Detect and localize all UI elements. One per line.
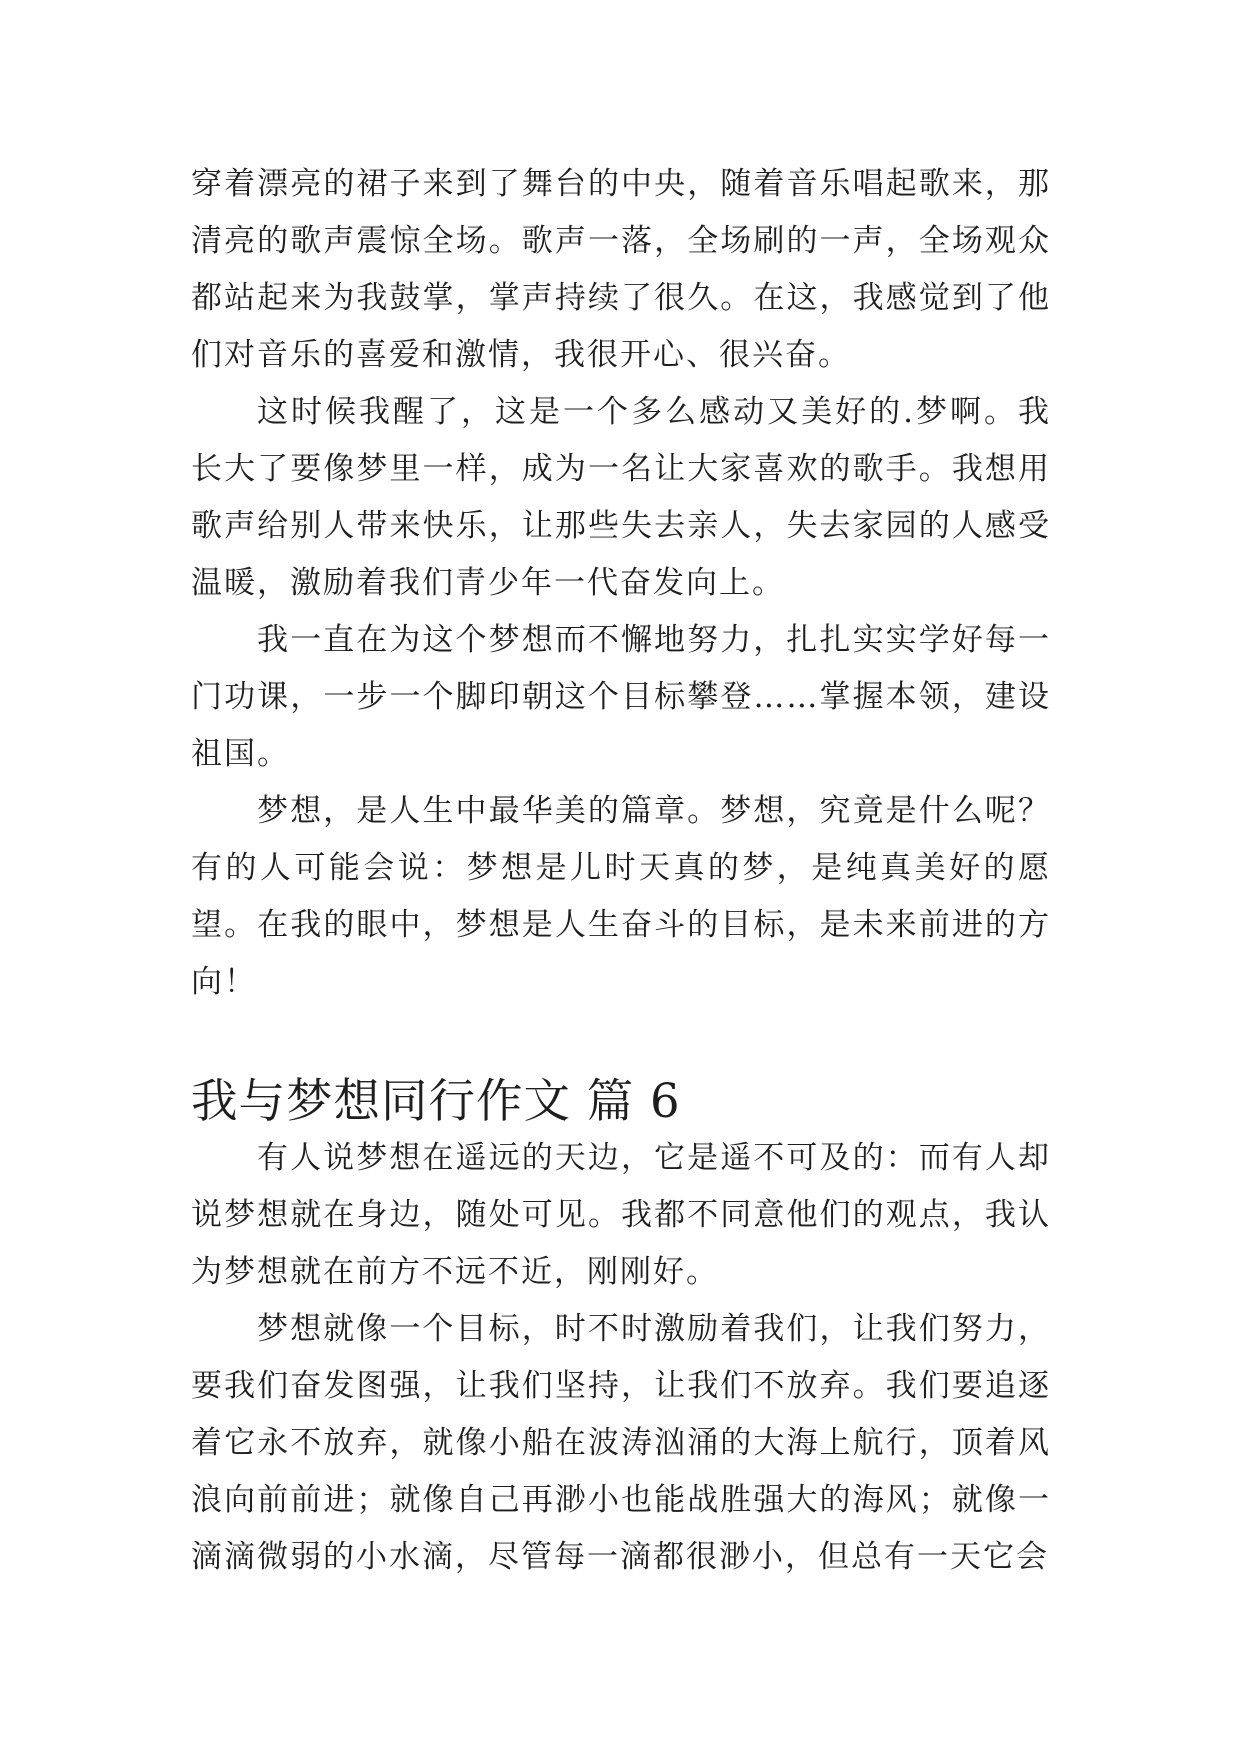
section-spacer xyxy=(191,1011,1051,1073)
essay-a-paragraph-2: 这时候我醒了，这是一个多么感动又美好的.梦啊。我长大了要像梦里一样，成为一名让大家喜欢的歌手。我想用歌声给别人带来快乐，让那些失去亲人，失去家园的人感受温暖，激励着我们青少年一代奋发向上。 xyxy=(191,394,1051,601)
essay-a-paragraph-1: 穿着漂亮的裙子来到了舞台的中央，随着音乐唱起歌来，那清亮的歌声震惊全场。歌声一落，全场刷的一声，全场观众都站起来为我鼓掌，掌声持续了很久。在这，我感觉到了他们对音乐的喜爱和激情，我很开心、很兴奋。 xyxy=(191,166,1051,373)
essay-b-title: 我与梦想同行作文 篇 6 xyxy=(191,1074,681,1128)
essay-text-column xyxy=(191,156,1051,1586)
essay-a-paragraph-4: 梦想，是人生中最华美的篇章。梦想，究竟是什么呢？有的人可能会说：梦想是儿时天真的梦，是纯真美好的愿望。在我的眼中，梦想是人生奋斗的目标，是未来前进的方向！ xyxy=(191,793,1051,1000)
essay-b-paragraph-2: 梦想就像一个目标，时不时激励着我们，让我们努力，要我们奋发图强，让我们坚持，让我们不放弃。我们要追逐着它永不放弃，就像小船在波涛汹涌的大海上航行，顶着风浪向前前进；就像自己再渺小也能战胜强大的海风；就像一滴滴微弱的小水滴，尽管每一滴都很渺小，但总有一天它会 xyxy=(191,1311,1051,1575)
essay-a-paragraph-3: 我一直在为这个梦想而不懈地努力，扎扎实实学好每一门功课，一步一个脚印朝这个目标攀登……掌握本领，建设祖国。 xyxy=(191,622,1051,772)
essay-b-paragraph-1: 有人说梦想在遥远的天边，它是遥不可及的：而有人却说梦想就在身边，随处可见。我都不同意他们的观点，我认为梦想就在前方不远不近，刚刚好。 xyxy=(191,1140,1051,1290)
